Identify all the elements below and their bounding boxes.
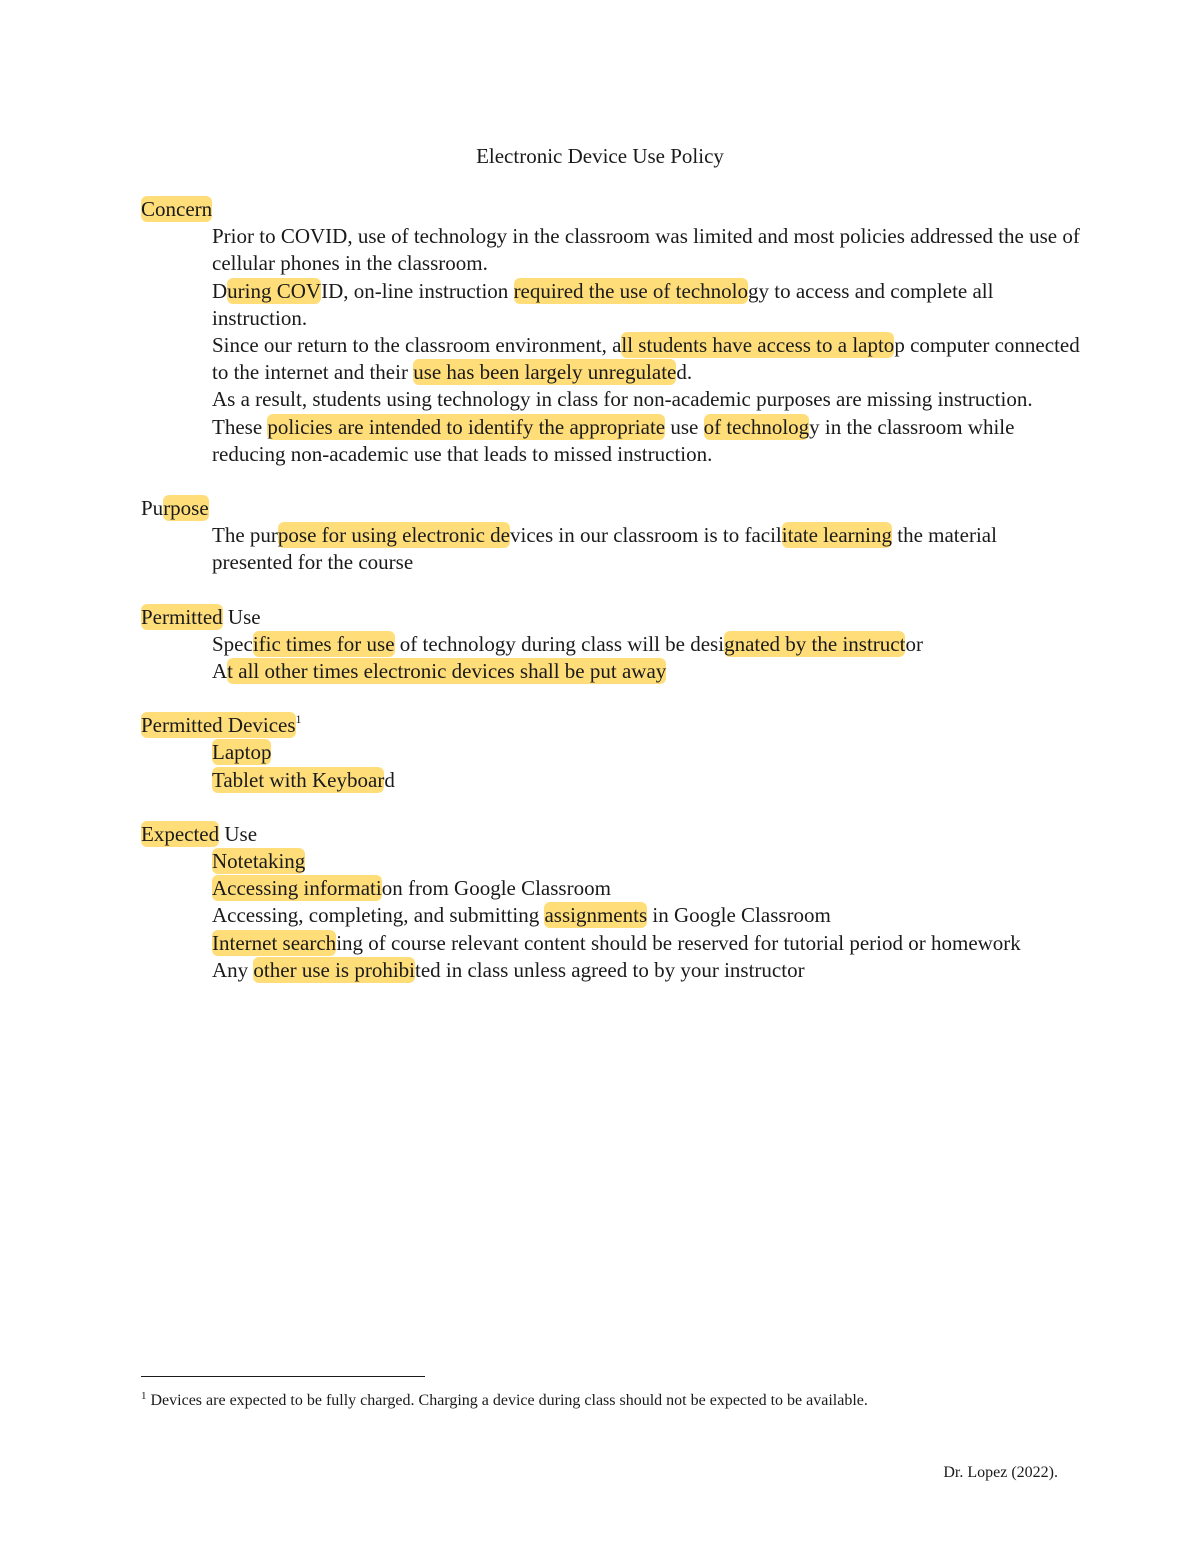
body-text: on from Google Classroom [381, 876, 611, 901]
highlighted-text: Concern [141, 197, 213, 221]
policy-section [141, 604, 1081, 686]
highlighted-text: gnated by the instruct [724, 631, 906, 656]
highlighted-text: t all other times electronic devices shall be put away [227, 659, 667, 684]
policy-line [212, 767, 1081, 794]
section-heading [141, 495, 1081, 522]
highlighted-text: policies are intended to identify the appropriate [267, 414, 666, 439]
section-lines [141, 631, 1081, 685]
section-heading [141, 196, 1081, 223]
policy-line [212, 223, 1081, 277]
body-text: Spec [212, 631, 253, 656]
policy-line [212, 875, 1081, 902]
highlighted-text: Accessing informati [212, 876, 382, 901]
highlighted-text: Expected [141, 821, 220, 846]
highlighted-text: use has been largely unregulate [413, 360, 677, 385]
highlighted-text: Tablet with Keyboar [212, 767, 385, 792]
author-credit: Dr. Lopez (2022). [943, 1464, 1058, 1481]
highlighted-text: ific times for use [252, 631, 395, 656]
highlighted-text: uring COV [227, 278, 322, 303]
body-text: of technology during class will be desi [394, 631, 725, 656]
body-text: These [212, 414, 268, 439]
footnote-text: Devices are expected to be fully charged. Charging a device during class should not be expected to be available. [146, 1392, 868, 1409]
footnote-divider [141, 1376, 425, 1377]
highlighted-text: rpose [163, 496, 209, 521]
body-text: d [384, 767, 395, 792]
policy-line [212, 930, 1081, 957]
section-lines [141, 522, 1081, 576]
highlighted-text: itate learning [781, 523, 892, 548]
highlighted-text: Laptop [212, 740, 272, 765]
footnote [141, 1390, 1081, 1412]
policy-line [212, 957, 1081, 984]
policy-line [212, 332, 1081, 386]
heading-text: Pu [141, 496, 164, 521]
footnote-marker: 1 [141, 1390, 147, 1402]
body-text: the material presented for the course [212, 523, 997, 575]
body-text: p computer connected to the internet and their [212, 333, 1080, 385]
highlighted-text: pose for using electronic de [277, 523, 510, 548]
body-text: ID, on-line instruction [321, 278, 514, 303]
section-heading [141, 712, 1081, 739]
policy-section [141, 712, 1081, 794]
body-text: ing of course relevant content should be reserved for tutorial period or homework [336, 930, 1021, 955]
body-text: use [665, 414, 704, 439]
body-text: or [905, 631, 923, 656]
footnote-reference: 1 [295, 712, 302, 727]
body-text: Since our return to the classroom environment, a [212, 333, 622, 358]
body-text: A [212, 659, 228, 684]
highlighted-text: required the use of technolo [513, 278, 748, 303]
policy-line [212, 902, 1081, 929]
policy-line [212, 631, 1081, 658]
policy-line [212, 386, 1081, 413]
highlighted-text: of technolog [703, 414, 810, 439]
body-text: gy to access and complete all instruction. [212, 278, 994, 330]
highlighted-text: Notetaking [212, 849, 306, 874]
body-text: Any [212, 957, 254, 982]
body-text: in Google Classroom [647, 903, 831, 928]
body-text: vices in our classroom is to facil [510, 523, 782, 548]
body-text: As a result, students using technology in class for non-academic purposes are missing instruction. [212, 387, 1033, 412]
policy-line [212, 414, 1081, 468]
highlighted-text: Permitted Devices [141, 713, 296, 738]
body-text: ted in class unless agreed to by your instructor [414, 957, 805, 982]
section-lines [141, 848, 1081, 984]
document-title: Electronic Device Use Policy [476, 144, 724, 168]
highlighted-text: Permitted [141, 604, 223, 629]
section-lines [141, 223, 1081, 468]
body-text: Prior to COVID, use of technology in the classroom was limited and most policies addressed the use of cellular phones in the classroom. [212, 224, 1080, 276]
policy-line [212, 848, 1081, 875]
policy-line [212, 658, 1081, 685]
policy-section [141, 196, 1081, 468]
body-text: d. [676, 360, 693, 385]
body-text: y in the classroom while reducing non-academic use that leads to missed instruction. [212, 414, 1015, 466]
policy-section [141, 495, 1081, 577]
policy-body [141, 196, 1081, 1011]
highlighted-text: other use is prohibi [253, 957, 415, 982]
policy-line [212, 278, 1081, 332]
section-heading [141, 821, 1081, 848]
section-lines [141, 739, 1081, 793]
highlighted-text: assignments [544, 903, 648, 928]
heading-text: Use [219, 821, 258, 846]
policy-section [141, 821, 1081, 984]
body-text: Accessing, completing, and submitting [212, 903, 545, 928]
heading-text: Use [222, 604, 261, 629]
body-text: The pur [212, 523, 278, 548]
policy-line [212, 522, 1081, 576]
highlighted-text: Internet search [212, 930, 337, 955]
section-heading [141, 604, 1081, 631]
highlighted-text: ll students have access to a lapto [621, 333, 895, 358]
body-text: D [212, 278, 228, 303]
policy-line [212, 739, 1081, 766]
